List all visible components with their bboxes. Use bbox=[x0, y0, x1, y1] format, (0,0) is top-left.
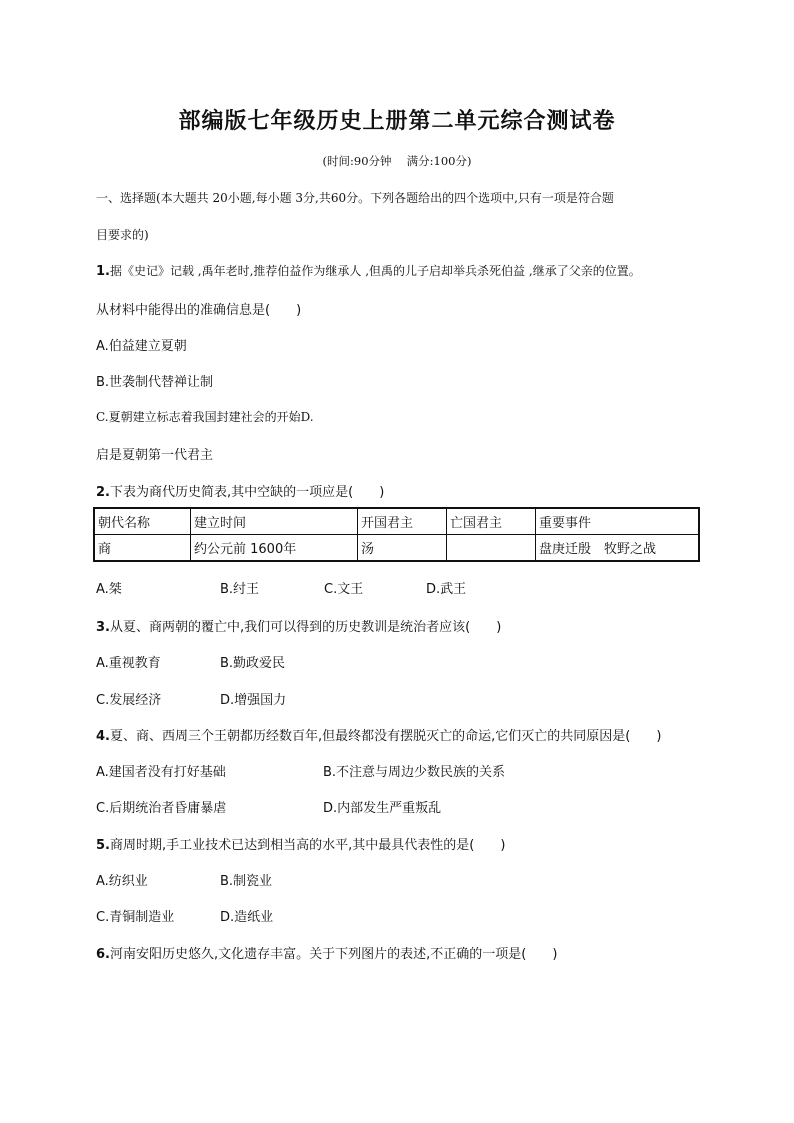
question-number: 5. bbox=[96, 838, 110, 853]
question-stem: 河南安阳历史悠久,文化遗存丰富。关于下列图片的表述,不正确的一项是( ) bbox=[109, 947, 558, 962]
question-stem: 商周时期,手工业技术已达到相当高的水平,其中最具代表性的是( ) bbox=[109, 838, 506, 853]
table-header-cell: 开国君主 bbox=[358, 508, 447, 535]
table-cell-blank bbox=[447, 535, 536, 562]
option-d: 启是夏朝第一代君主 bbox=[96, 448, 214, 463]
option-c: C.后期统治者昏庸暴虐 bbox=[96, 801, 227, 816]
question-6 bbox=[96, 943, 557, 962]
option-b: B.世袭制代替禅让制 bbox=[96, 375, 214, 390]
question-number: 3. bbox=[96, 620, 110, 635]
table-cell: 盘庚迁殷 牧野之战 bbox=[536, 535, 700, 562]
question-number: 1. bbox=[96, 264, 110, 279]
table-cell: 汤 bbox=[358, 535, 447, 562]
option-b: B.勤政爱民 bbox=[220, 656, 286, 671]
option-b: B.不注意与周边少数民族的关系 bbox=[323, 765, 506, 780]
table-header-cell: 亡国君主 bbox=[447, 508, 536, 535]
table-header-cell: 重要事件 bbox=[536, 508, 700, 535]
option-a: A.伯益建立夏朝 bbox=[96, 339, 187, 354]
option-c: C.文王 bbox=[324, 582, 364, 597]
question-number: 4. bbox=[96, 729, 110, 744]
option-d: D.内部发生严重叛乱 bbox=[323, 801, 442, 816]
exam-time-score: (时间:90分钟 满分:100分) bbox=[322, 154, 472, 168]
option-c: C.青铜制造业 bbox=[96, 910, 175, 925]
question-stem: 从夏、商两朝的覆亡中,我们可以得到的历史教训是统治者应该( ) bbox=[109, 620, 502, 635]
question-stem: 据《史记》记载 ,禹年老时,推荐伯益作为继承人 ,但禹的儿子启却举兵杀死伯益 ,继承了父亲的位置。 bbox=[109, 264, 641, 278]
option-d: D.增强国力 bbox=[220, 693, 287, 708]
page-title: 部编版七年级历史上册第二单元综合测试卷 bbox=[178, 109, 616, 134]
option-a: A.重视教育 bbox=[96, 656, 161, 671]
question-5 bbox=[96, 834, 505, 853]
question-number: 6. bbox=[96, 947, 110, 962]
table-header-row bbox=[94, 508, 699, 535]
option-c: C.夏朝建立标志着我国封建社会的开始D. bbox=[96, 410, 314, 424]
question-3 bbox=[96, 616, 501, 635]
question-1 bbox=[96, 262, 641, 279]
question-number: 2. bbox=[96, 485, 110, 500]
option-d: D.武王 bbox=[426, 582, 467, 597]
option-c: C.发展经济 bbox=[96, 693, 162, 708]
option-a: A.桀 bbox=[96, 582, 122, 597]
table-row bbox=[94, 535, 699, 562]
table-cell: 商 bbox=[94, 535, 191, 562]
section-instruction-line1: 一、选择题(本大题共 20小题,每小题 3分,共60分。下列各题给出的四个选项中,只有一项是符合题 bbox=[96, 191, 614, 205]
option-a: A.建国者没有打好基础 bbox=[96, 765, 226, 780]
question-1-stem-cont: 从材料中能得出的准确信息是( ) bbox=[96, 303, 302, 318]
option-a: A.纺织业 bbox=[96, 874, 148, 889]
table-cell: 约公元前 1600年 bbox=[191, 535, 358, 562]
option-b: B.制瓷业 bbox=[220, 874, 273, 889]
question-stem: 下表为商代历史简表,其中空缺的一项应是( ) bbox=[109, 485, 385, 500]
question-4 bbox=[96, 725, 661, 744]
table-header-cell: 朝代名称 bbox=[94, 508, 191, 535]
section-instruction-line2: 目要求的) bbox=[96, 228, 149, 242]
table-header-cell: 建立时间 bbox=[191, 508, 358, 535]
question-2 bbox=[96, 481, 384, 500]
question-stem: 夏、商、西周三个王朝都历经数百年,但最终都没有摆脱灭亡的命运,它们灭亡的共同原因是( ) bbox=[109, 729, 662, 744]
option-b: B.纣王 bbox=[220, 582, 260, 597]
option-d: D.造纸业 bbox=[220, 910, 274, 925]
shang-history-table bbox=[93, 507, 700, 562]
